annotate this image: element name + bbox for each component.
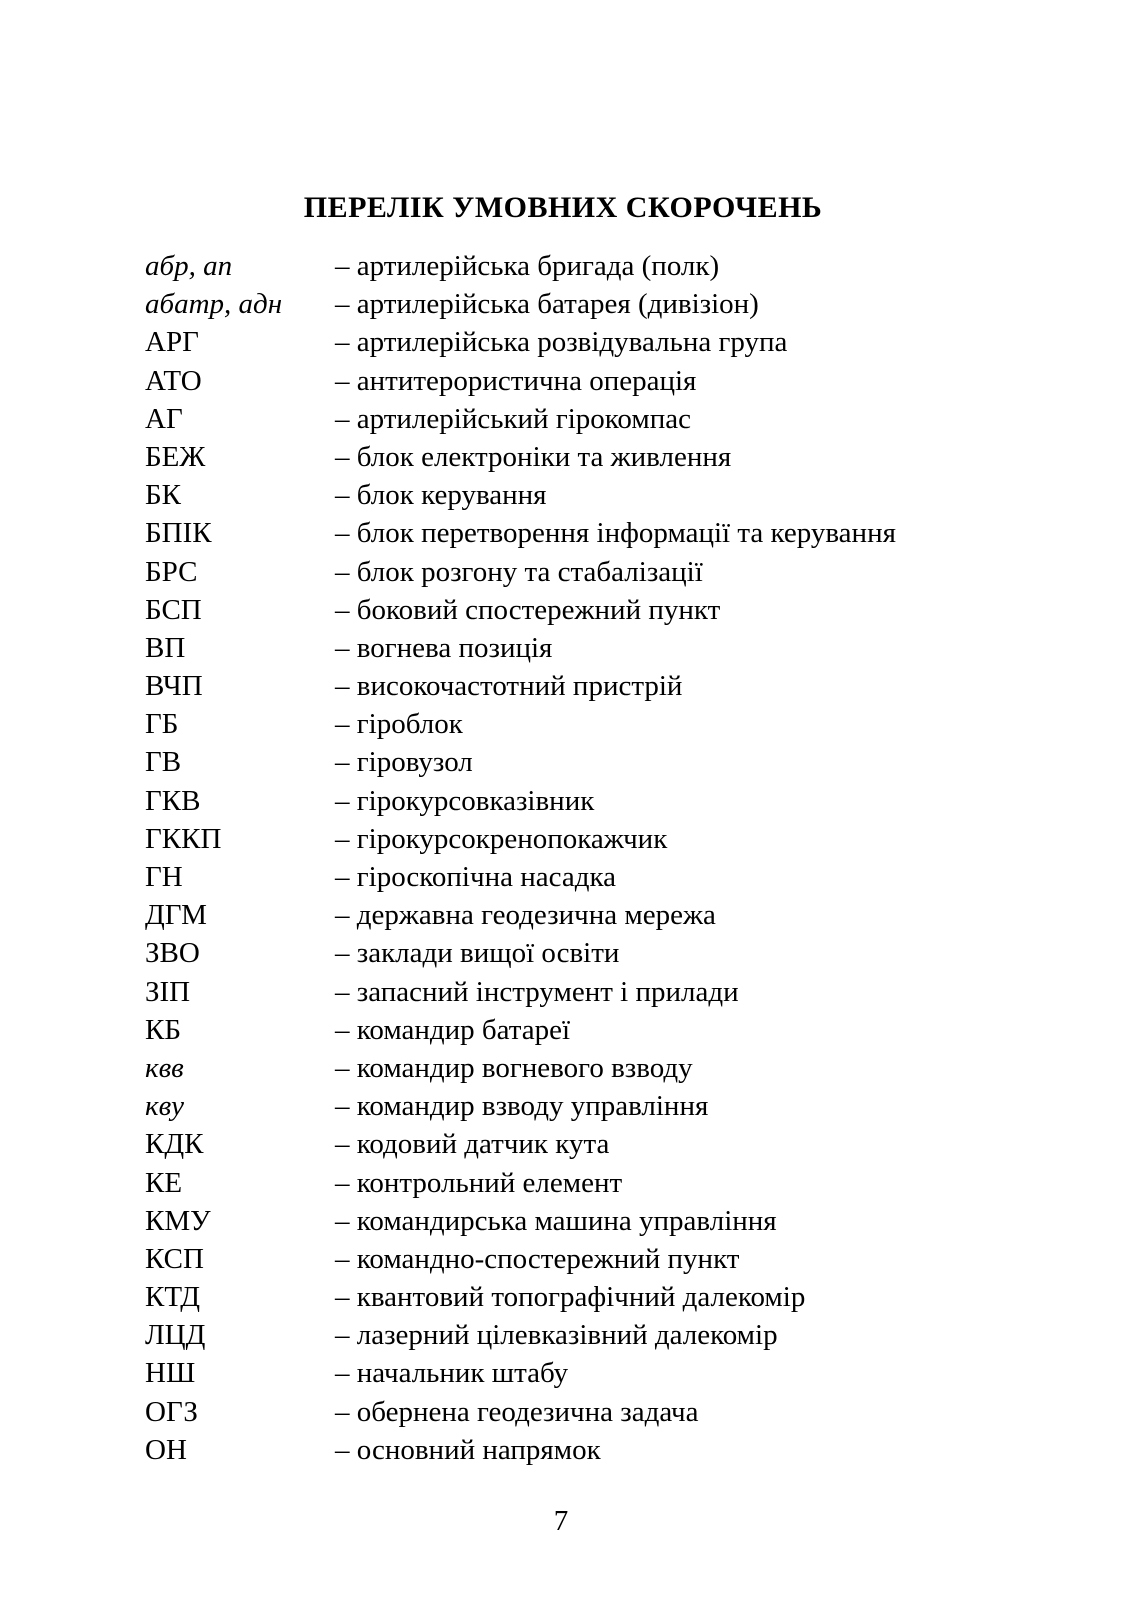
abbreviation-term: ГН	[145, 861, 183, 893]
abbreviation-row	[145, 782, 1112, 820]
abbreviation-row	[145, 1202, 1112, 1240]
abbreviation-definition: – начальник штабу	[335, 1357, 569, 1390]
abbreviation-row	[145, 476, 1112, 514]
abbreviation-term: КСП	[145, 1242, 204, 1275]
abbreviation-definition: – гіроблок	[335, 708, 463, 741]
abbreviation-row	[145, 1087, 1112, 1125]
abbreviation-definition: – артилерійська розвідувальна група	[335, 326, 788, 359]
abbreviation-term: ОГЗ	[145, 1395, 198, 1428]
abbreviation-definition: – антитерористична операція	[335, 364, 697, 397]
abbreviation-definition: – гіровузол	[335, 746, 473, 779]
abbreviation-definition: – командир вогневого взводу	[335, 1051, 693, 1084]
abbreviation-term: НШ	[145, 1357, 196, 1390]
abbreviation-row	[145, 934, 1112, 972]
abbreviation-row	[145, 1278, 1112, 1316]
abbreviation-row	[145, 1240, 1112, 1278]
abbreviation-term: БПІК	[145, 517, 212, 550]
abbreviation-term: ВП	[145, 631, 186, 664]
abbreviation-definition: – квантовий топографічний далекомір	[335, 1281, 806, 1314]
abbreviation-row	[145, 1393, 1112, 1431]
abbreviation-term: абатр, адн	[145, 288, 283, 321]
abbreviation-term: ОН	[145, 1433, 187, 1466]
abbreviation-row	[145, 323, 1112, 361]
abbreviation-definition: – блок розгону та стабалізації	[335, 555, 703, 588]
abbreviation-row	[145, 285, 1112, 323]
abbreviation-definition: – артилерійський гірокомпас	[335, 402, 691, 435]
abbreviation-row	[145, 1011, 1112, 1049]
abbreviation-definition: – гірокурсовказівник	[335, 784, 595, 817]
abbreviation-row	[145, 896, 1112, 934]
abbreviation-term: абр, ап	[145, 250, 233, 282]
abbreviation-definition: – лазерний цілевказівний далекомір	[335, 1319, 778, 1352]
abbreviation-term: КТД	[145, 1281, 201, 1314]
abbreviation-term: ЗІП	[145, 975, 191, 1008]
abbreviation-row	[145, 667, 1112, 705]
abbreviation-term: кву	[145, 1090, 185, 1123]
abbreviation-definition: – вогнева позиція	[335, 631, 553, 664]
abbreviation-row	[145, 1164, 1112, 1202]
abbreviation-definition: – артилерійська бригада (полк)	[335, 250, 720, 282]
abbreviation-list	[145, 247, 1112, 1469]
abbreviation-definition: – основний напрямок	[335, 1433, 601, 1466]
abbreviation-term: БК	[145, 479, 181, 512]
abbreviation-definition: – обернена геодезична задача	[335, 1395, 699, 1428]
abbreviation-term: КДК	[145, 1128, 204, 1161]
abbreviation-row	[145, 247, 1112, 285]
abbreviation-row	[145, 858, 1112, 896]
abbreviation-row	[145, 1431, 1112, 1469]
abbreviation-definition: – боковий спостережний пункт	[335, 593, 721, 626]
abbreviation-row	[145, 973, 1112, 1011]
page-title: ПЕРЕЛІК УМОВНИХ СКОРОЧЕНЬ	[303, 191, 823, 224]
page-number: 7	[553, 1505, 569, 1537]
abbreviation-term: ЛЦД	[145, 1319, 206, 1352]
abbreviation-definition: – артилерійська батарея (дивізіон)	[335, 288, 759, 321]
abbreviation-definition: – запасний інструмент і прилади	[335, 975, 739, 1008]
abbreviation-row	[145, 1049, 1112, 1087]
abbreviation-row	[145, 553, 1112, 591]
abbreviation-row	[145, 400, 1112, 438]
abbreviation-term: КМУ	[145, 1204, 211, 1237]
abbreviation-term: БСП	[145, 593, 202, 626]
abbreviation-row	[145, 1316, 1112, 1354]
abbreviation-definition: – командно-спостережний пункт	[335, 1242, 740, 1275]
abbreviation-definition: – командир взводу управління	[335, 1090, 709, 1123]
abbreviation-term: БЕЖ	[145, 440, 206, 473]
abbreviation-definition: – гіроскопічна насадка	[335, 861, 616, 893]
abbreviation-term: АГ	[145, 402, 183, 435]
abbreviation-row	[145, 362, 1112, 400]
abbreviation-term: ГКВ	[145, 784, 201, 817]
abbreviation-definition: – блок перетворення інформації та керування	[335, 517, 896, 550]
abbreviation-row	[145, 705, 1112, 743]
abbreviation-row	[145, 591, 1112, 629]
abbreviation-term: КЕ	[145, 1166, 183, 1199]
abbreviation-term: КБ	[145, 1013, 181, 1046]
abbreviation-term: ВЧП	[145, 670, 203, 703]
abbreviation-term: АТО	[145, 364, 202, 397]
abbreviation-definition: – блок керування	[335, 479, 547, 512]
abbreviation-row	[145, 743, 1112, 781]
abbreviation-row	[145, 438, 1112, 476]
abbreviation-term: ГБ	[145, 708, 179, 741]
abbreviation-term: ДГМ	[145, 899, 207, 932]
abbreviation-row	[145, 514, 1112, 552]
abbreviation-row	[145, 629, 1112, 667]
abbreviation-term: АРГ	[145, 326, 199, 359]
abbreviation-term: ГВ	[145, 746, 182, 779]
abbreviation-term: ЗВО	[145, 937, 200, 970]
abbreviation-definition: – заклади вищої освіти	[335, 937, 620, 970]
abbreviation-term: квв	[145, 1051, 184, 1084]
abbreviation-definition: – блок електроніки та живлення	[335, 440, 732, 473]
abbreviation-definition: – високочастотний пристрій	[335, 670, 683, 703]
abbreviation-definition: – кодовий датчик кута	[335, 1128, 610, 1161]
abbreviation-definition: – командир батареї	[335, 1013, 571, 1046]
abbreviation-row	[145, 1125, 1112, 1163]
abbreviation-definition: – державна геодезична мережа	[335, 899, 716, 932]
abbreviation-row	[145, 1354, 1112, 1392]
abbreviation-definition: – командирська машина управління	[335, 1204, 777, 1237]
abbreviation-term: БРС	[145, 555, 198, 588]
abbreviation-definition: – гірокурсокренопокажчик	[335, 822, 668, 855]
abbreviation-row	[145, 820, 1112, 858]
abbreviation-definition: – контрольний елемент	[335, 1166, 623, 1199]
abbreviation-term: ГККП	[145, 822, 222, 855]
